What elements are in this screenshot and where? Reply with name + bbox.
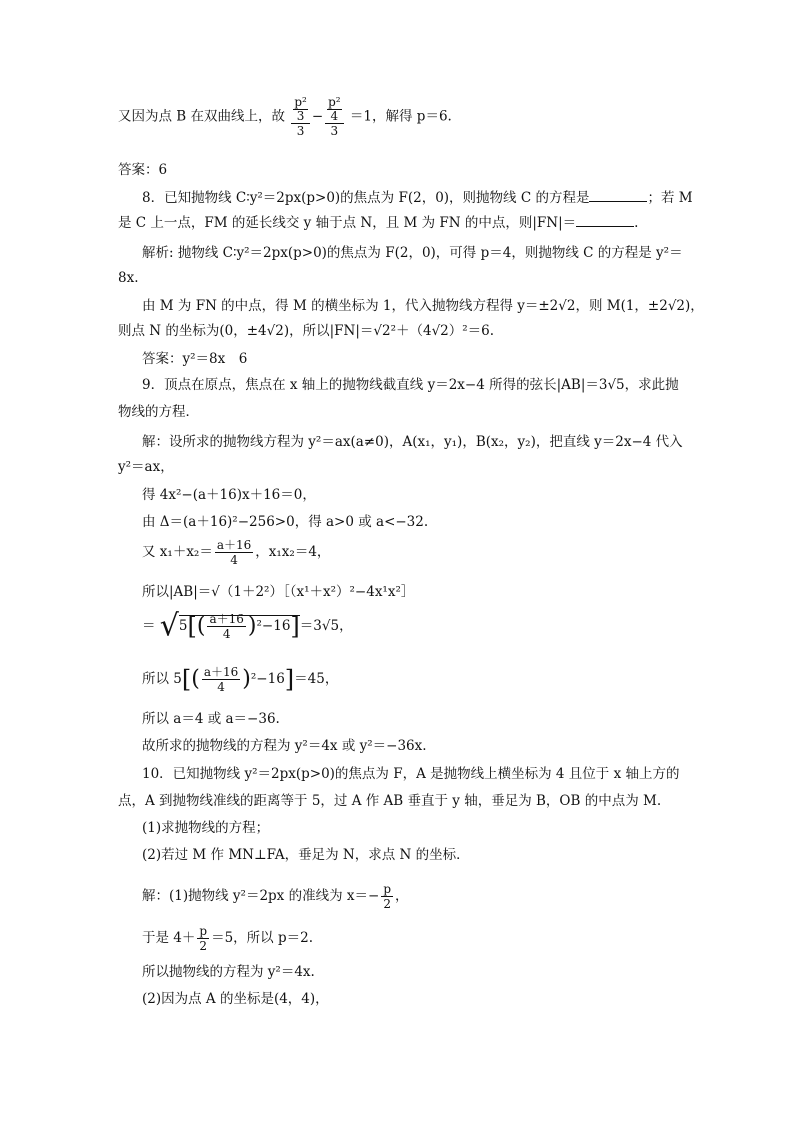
solution-9-line-10: 故所求的抛物线的方程为 y²＝4x 或 y²＝−36x. — [142, 738, 427, 754]
text-span: ；若 M — [647, 190, 693, 206]
answer-blank — [576, 214, 634, 227]
question-10-line-4: (2)若过 M 作 MN⊥FA，垂足为 N，求点 N 的坐标． — [142, 847, 470, 863]
text-span: . — [634, 215, 639, 231]
text-line — [118, 96, 452, 138]
fraction — [381, 882, 393, 911]
nested-numerator: p² — [328, 95, 341, 109]
text-span: ＝1，解得 p＝6. — [349, 108, 452, 125]
solution-8-line-1: 解析: 抛物线 C∶y²＝2px(p>0)的焦点为 F(2，0)，可得 p＝4，则抛物线 C 的方程是 y²＝ — [142, 245, 683, 261]
solution-8-line-4: 则点 N 的坐标为(0，±4√2)，所以|FN|＝√2²＋（4√2）²＝6. — [118, 323, 495, 339]
fraction — [197, 924, 209, 953]
question-8-line-1 — [142, 188, 693, 208]
radicand — [178, 612, 300, 641]
fraction — [325, 96, 344, 138]
fraction-numerator — [291, 96, 310, 124]
answer-line: 答案：6 — [118, 162, 168, 178]
bracket: [ — [181, 665, 192, 694]
answer-line: 答案：y²＝8x 6 — [142, 351, 248, 367]
answer-blank — [589, 189, 647, 202]
text-span: ²−16 — [250, 671, 285, 687]
fraction-denominator: 4 — [230, 553, 238, 567]
question-10-line-1: 10．已知抛物线 y²＝2px(p>0)的焦点为 F，A 是抛物线上横坐标为 4 且位于 x 轴上方的 — [142, 766, 680, 782]
solution-9-line-8 — [142, 665, 338, 694]
text-span: ＝3√5， — [299, 618, 353, 634]
solution-9-line-7 — [142, 608, 353, 644]
solution-10-line-2 — [142, 924, 313, 953]
fraction-denominator: 3 — [296, 124, 305, 138]
solution-9-line-3: 得 4x²−(a＋16)x＋16＝0， — [142, 487, 316, 503]
question-9-line-1: 9．顶点在原点，焦点在 x 轴上的抛物线截直线 y＝2x−4 所得的弦长|AB|＝3√5，求此抛 — [142, 377, 679, 393]
solution-9-line-9: 所以 a＝4 或 a＝−36. — [142, 711, 280, 727]
paren: ( — [191, 666, 200, 692]
solution-9-line-2: y²＝ax， — [118, 459, 174, 475]
fraction-numerator: p — [199, 924, 208, 938]
fraction-numerator — [325, 96, 344, 124]
nested-fraction — [327, 96, 342, 123]
nested-denominator: 3 — [296, 109, 305, 123]
text-span: ＝ — [142, 618, 156, 634]
fraction-numerator: a＋16 — [203, 665, 239, 679]
fraction-denominator: 2 — [383, 897, 391, 911]
text-span: 是 C 上一点，FM 的延长线交 y 轴于点 N，且 M 为 FN 的中点，则|FN|＝ — [118, 215, 577, 231]
fraction-denominator: 4 — [217, 680, 225, 694]
paren: ) — [242, 666, 251, 692]
text-span: 又 x₁＋x₂＝ — [142, 544, 213, 560]
fraction — [207, 612, 245, 641]
nested-fraction — [293, 96, 308, 123]
fraction-denominator: 4 — [222, 627, 231, 641]
text-span: 于是 4＋ — [142, 930, 196, 946]
fraction-denominator: 2 — [199, 939, 208, 953]
fraction — [291, 96, 310, 138]
solution-8-line-3: 由 M 为 FN 的中点，得 M 的横坐标为 1，代入抛物线方程得 y＝±2√2，则 M(1，±2√2)， — [142, 298, 704, 314]
bracket: ] — [290, 612, 300, 641]
nested-denominator: 4 — [330, 109, 339, 123]
question-10-line-2: 点，A 到抛物线准线的距离等于 5，过 A 作 AB 垂直于 y 轴，垂足为 B，OB 的中点为 M. — [118, 793, 662, 809]
text-span: ，x₁x₂＝4， — [255, 544, 331, 560]
text-span: 又因为点 B 在双曲线上，故 — [118, 108, 286, 125]
question-10-line-3: (1)求抛物线的方程； — [142, 820, 270, 836]
bracket: ] — [284, 665, 295, 694]
paren: ( — [196, 613, 206, 639]
fraction-numerator: a＋16 — [209, 612, 244, 626]
fraction — [202, 665, 240, 694]
solution-9-line-5 — [142, 538, 330, 567]
nested-numerator: p² — [294, 95, 307, 109]
text-span: 8．已知抛物线 C∶y²＝2px(p>0)的焦点为 F(2，0)，则抛物线 C 的方程是 — [142, 190, 590, 206]
text-span: ＝45， — [294, 671, 339, 687]
text-span: − — [311, 108, 324, 125]
text-span: ， — [395, 888, 409, 904]
paren: ) — [247, 613, 257, 639]
text-span: ²−16 — [256, 618, 291, 634]
text-span: 5 — [178, 618, 188, 634]
solution-10-line-1 — [142, 882, 409, 911]
solution-9-line-6: 所以|AB|＝√（1＋2²）［（x¹＋x²）²−4x¹x²］ — [142, 584, 415, 600]
question-9-line-2: 物线的方程． — [118, 404, 199, 420]
fraction-numerator: p — [383, 882, 391, 896]
solution-9-line-4: 由 Δ＝(a＋16)²−256>0，得 a>0 或 a<−32. — [142, 514, 429, 530]
solution-8-line-2: 8x. — [118, 270, 139, 286]
text-span: ＝5，所以 p＝2. — [211, 930, 313, 946]
text-span: 解：(1)抛物线 y²＝2px 的准线为 x＝− — [142, 888, 380, 904]
solution-10-line-4: (2)因为点 A 的坐标是(4，4)， — [142, 991, 329, 1007]
bracket: [ — [187, 612, 197, 641]
fraction-denominator: 3 — [330, 124, 339, 138]
fraction — [215, 538, 253, 567]
text-span: 所以 5 — [142, 671, 182, 687]
sqrt-sign: √ — [159, 608, 179, 644]
solution-9-line-1: 解：设所求的抛物线方程为 y²＝ax(a≠0)，A(x₁，y₁)，B(x₂，y₂)，把直线 y＝2x−4 代入 — [142, 434, 683, 450]
question-8-line-2 — [118, 213, 638, 233]
fraction-numerator: a＋16 — [216, 538, 252, 552]
solution-10-line-3: 所以抛物线的方程为 y²＝4x. — [142, 964, 315, 980]
